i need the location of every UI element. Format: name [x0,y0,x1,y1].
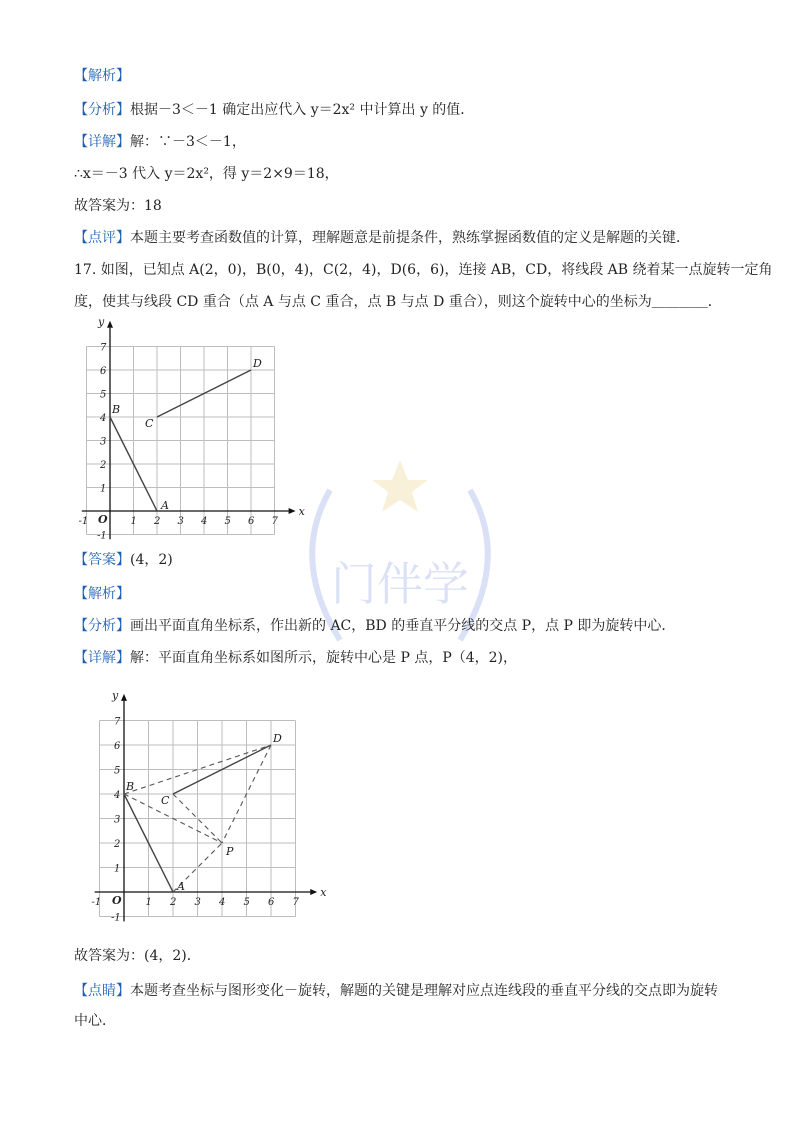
dianjing [74,976,724,1036]
substitution-line: ∴x＝－3 代入 y＝2x²，得 y＝2×9＝18， [74,166,339,182]
y-tick-label: 7 [100,342,107,354]
x-tick-label: 5 [224,516,231,527]
y-tick-label: 6 [100,366,107,377]
point-label-C: C [145,417,154,430]
point-label-D: D [253,357,262,370]
point-label-A: A [177,880,185,893]
section-jiexi-2: 【解析】 [74,586,130,602]
y-tick-label: 2 [100,460,107,471]
x-tick-label: 6 [248,516,255,527]
y-tick-label: 4 [114,790,121,801]
xiangjie-1 [74,132,246,152]
point-label-B: B [126,780,135,793]
dianjing-tag: 【点睛】 [74,983,130,999]
y-tick-label: 3 [114,814,121,826]
point-label-D: D [273,732,282,745]
y-axis-arrow [121,694,127,701]
xiangjie-1-text: 解：∵－3＜－1， [130,134,246,150]
daan-tag: 【答案】 [74,552,130,568]
y-tick-label: 6 [114,741,121,752]
answer-line-2: 故答案为：(4，2)． [74,948,201,964]
origin-label: O [112,894,122,907]
dianping-text: 本题主要考查函数值的计算，理解题意是前提条件，熟练掌握函数值的定义是解题的关键． [130,230,690,246]
fenxi-2-tag: 【分析】 [74,618,130,634]
y-tick-label: 1 [114,863,121,875]
xiangjie-2-tag: 【详解】 [74,650,130,666]
x-axis-arrow [289,508,296,514]
x-tick-label: 7 [292,897,299,908]
y-tick-label: 5 [100,389,107,401]
daan [74,550,173,570]
point-label-B: B [112,403,121,416]
fenxi-1-text: 根据－3＜－1 确定出应代入 y＝2x² 中计算出 y 的值． [130,102,475,118]
y-tick-label: 5 [114,765,121,777]
x-tick-label: -1 [78,516,89,527]
fenxi-2 [74,616,675,636]
dianjing-text: 本题考查坐标与图形变化－旋转，解题的关键是理解对应点连线段的垂直平分线的交点即为旋转中心． [74,983,718,1029]
x-axis-label: x [320,886,327,899]
x-tick-label: 4 [201,516,208,527]
y-tick-label: 1 [100,483,107,495]
xiangjie-2 [74,648,517,668]
x-tick-label: 1 [145,897,152,908]
y-tick-label: 3 [100,436,107,448]
xiangjie-1-tag: 【详解】 [74,134,130,150]
answer-line-1: 故答案为：18 [74,198,162,214]
x-tick-label: 2 [154,516,161,527]
watermark-text: 门伴学 [331,557,469,611]
x-tick-label: 1 [130,516,137,527]
y-tick-label: -1 [111,912,121,924]
x-tick-label: 6 [268,897,275,908]
x-tick-label: 2 [170,897,177,908]
fenxi-2-text: 画出平面直角坐标系，作出新的 AC，BD 的垂直平分线的交点 P，点 P 即为旋转中心． [130,618,676,634]
daan-text: (4，2) [130,552,173,568]
x-tick-label: 3 [194,897,201,908]
dianping [74,228,690,248]
point-label-A: A [161,499,169,512]
x-tick-label: 3 [177,516,184,527]
coordinate-figure-1 [72,312,312,547]
xiangjie-2-text: 解：平面直角坐标系如图所示，旋转中心是 P 点，P（4，2)， [130,650,518,666]
x-axis-label: x [298,505,305,518]
y-tick-label: 4 [100,413,107,424]
question-17-line-1: 17. 如图，已知点 A(2，0)，B(0，4)，C(2，4)，D(6，6)，连接 AB，CD，将线段 AB 绕着某一点旋转一定角 [74,262,773,278]
y-axis-label: y [98,315,105,329]
y-axis-label: y [112,688,119,702]
section-jiexi-1: 【解析】 [74,68,130,84]
coordinate-figure-2 [84,682,354,932]
x-tick-label: 4 [219,897,226,908]
y-tick-label: 2 [114,839,121,850]
origin-label: O [98,513,108,526]
x-axis-arrow [310,889,317,895]
x-tick-label: -1 [91,897,102,908]
point-label-P: P [226,845,234,858]
dianping-tag: 【点评】 [74,230,130,246]
y-tick-label: 7 [114,716,121,728]
fenxi-1 [74,100,474,120]
question-17-line-2: 度，使其与线段 CD 重合（点 A 与点 C 重合，点 B 与点 D 重合），则这个旋转中心的坐标为＿＿＿＿． [74,294,722,310]
fenxi-1-tag: 【分析】 [74,102,130,118]
x-tick-label: 5 [243,897,250,908]
point-label-C: C [161,794,170,807]
y-tick-label: -1 [97,530,107,542]
x-tick-label: 7 [271,516,278,527]
y-axis-arrow [107,321,113,328]
